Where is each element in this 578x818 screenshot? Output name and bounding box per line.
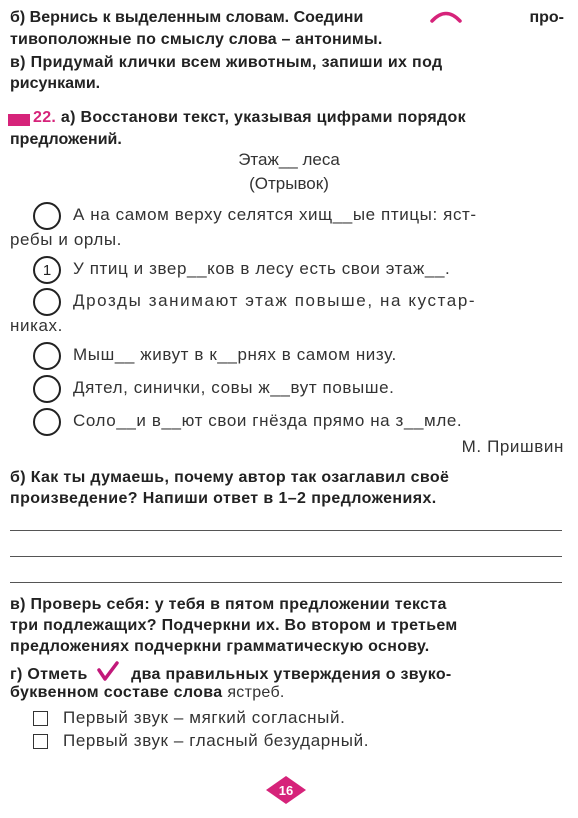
sentence-line: никах. — [10, 316, 63, 335]
sentence-line: ребы и орлы. — [10, 230, 123, 249]
part-b-top-line2: тивоположные по смыслу слова – антонимы. — [10, 31, 383, 48]
answer-line[interactable] — [10, 530, 562, 531]
task-22-line1: 22. а) Восстанови текст, указывая цифрами порядок — [33, 109, 466, 126]
checkbox-icon[interactable] — [33, 711, 48, 726]
page-number: 16 — [278, 783, 294, 798]
sentence-line: Соло__и в__ют свои гнёзда прямо на з__мле. — [73, 411, 463, 430]
part-v-line1: в) Проверь себя: у тебя в пятом предложении текста — [10, 596, 447, 613]
order-circle[interactable]: 1 — [33, 256, 61, 284]
part-v-top-line1: в) Придумай клички всем животным, запиши их под — [10, 54, 443, 71]
order-circle[interactable] — [33, 202, 61, 230]
answer-line[interactable] — [10, 556, 562, 557]
answer-line[interactable] — [10, 582, 562, 583]
order-circle[interactable] — [33, 375, 61, 403]
text-subtitle: (Отрывок) — [249, 174, 329, 193]
part-b-line1: б) Как ты думаешь, почему автор так озаглавил своё — [10, 469, 450, 486]
sentence-line: Мыш__ живут в к__рнях в самом низу. — [73, 345, 397, 364]
part-b-top-line1: б) Вернись к выделенным словам. Соедини про- — [10, 8, 564, 30]
part-b-line2: произведение? Напиши ответ в 1–2 предложениях. — [10, 490, 437, 507]
part-v-line2: три подлежащих? Подчеркни их. Во втором и третьем — [10, 617, 458, 634]
part-v-top-line2: рисунками. — [10, 75, 101, 92]
sentence-line: Дятел, синички, совы ж__вут повыше. — [73, 378, 395, 397]
sentence-line: Дрозды занимают этаж повыше, на кустар- — [73, 291, 477, 310]
task-marker — [8, 114, 30, 126]
option-text: Первый звук – мягкий согласный. — [63, 708, 346, 727]
page-number-badge — [265, 775, 307, 805]
text-title: Этаж__ леса — [238, 150, 340, 169]
arc-connector-icon — [429, 8, 463, 30]
option-text: Первый звук – гласный безударный. — [63, 731, 370, 750]
checkmark-icon — [92, 661, 126, 681]
part-v-line3: предложениях подчеркни грамматическую основу. — [10, 638, 430, 655]
sentence-line: А на самом верху селятся хищ__ые птицы: яст- — [73, 205, 477, 224]
part-g-line2: буквенном составе слова ястреб. — [10, 684, 285, 701]
order-circle[interactable] — [33, 288, 61, 316]
author: М. Пришвин — [461, 437, 564, 456]
task-22-line2: предложений. — [10, 131, 122, 148]
part-g-line1: г) Отметь два правильных утверждения о звуко- — [10, 661, 564, 685]
task-number: 22. — [33, 109, 57, 126]
checkbox-icon[interactable] — [33, 734, 48, 749]
order-circle[interactable] — [33, 408, 61, 436]
sentence-line: У птиц и звер__ков в лесу есть свои этаж__. — [73, 259, 451, 278]
order-circle[interactable] — [33, 342, 61, 370]
